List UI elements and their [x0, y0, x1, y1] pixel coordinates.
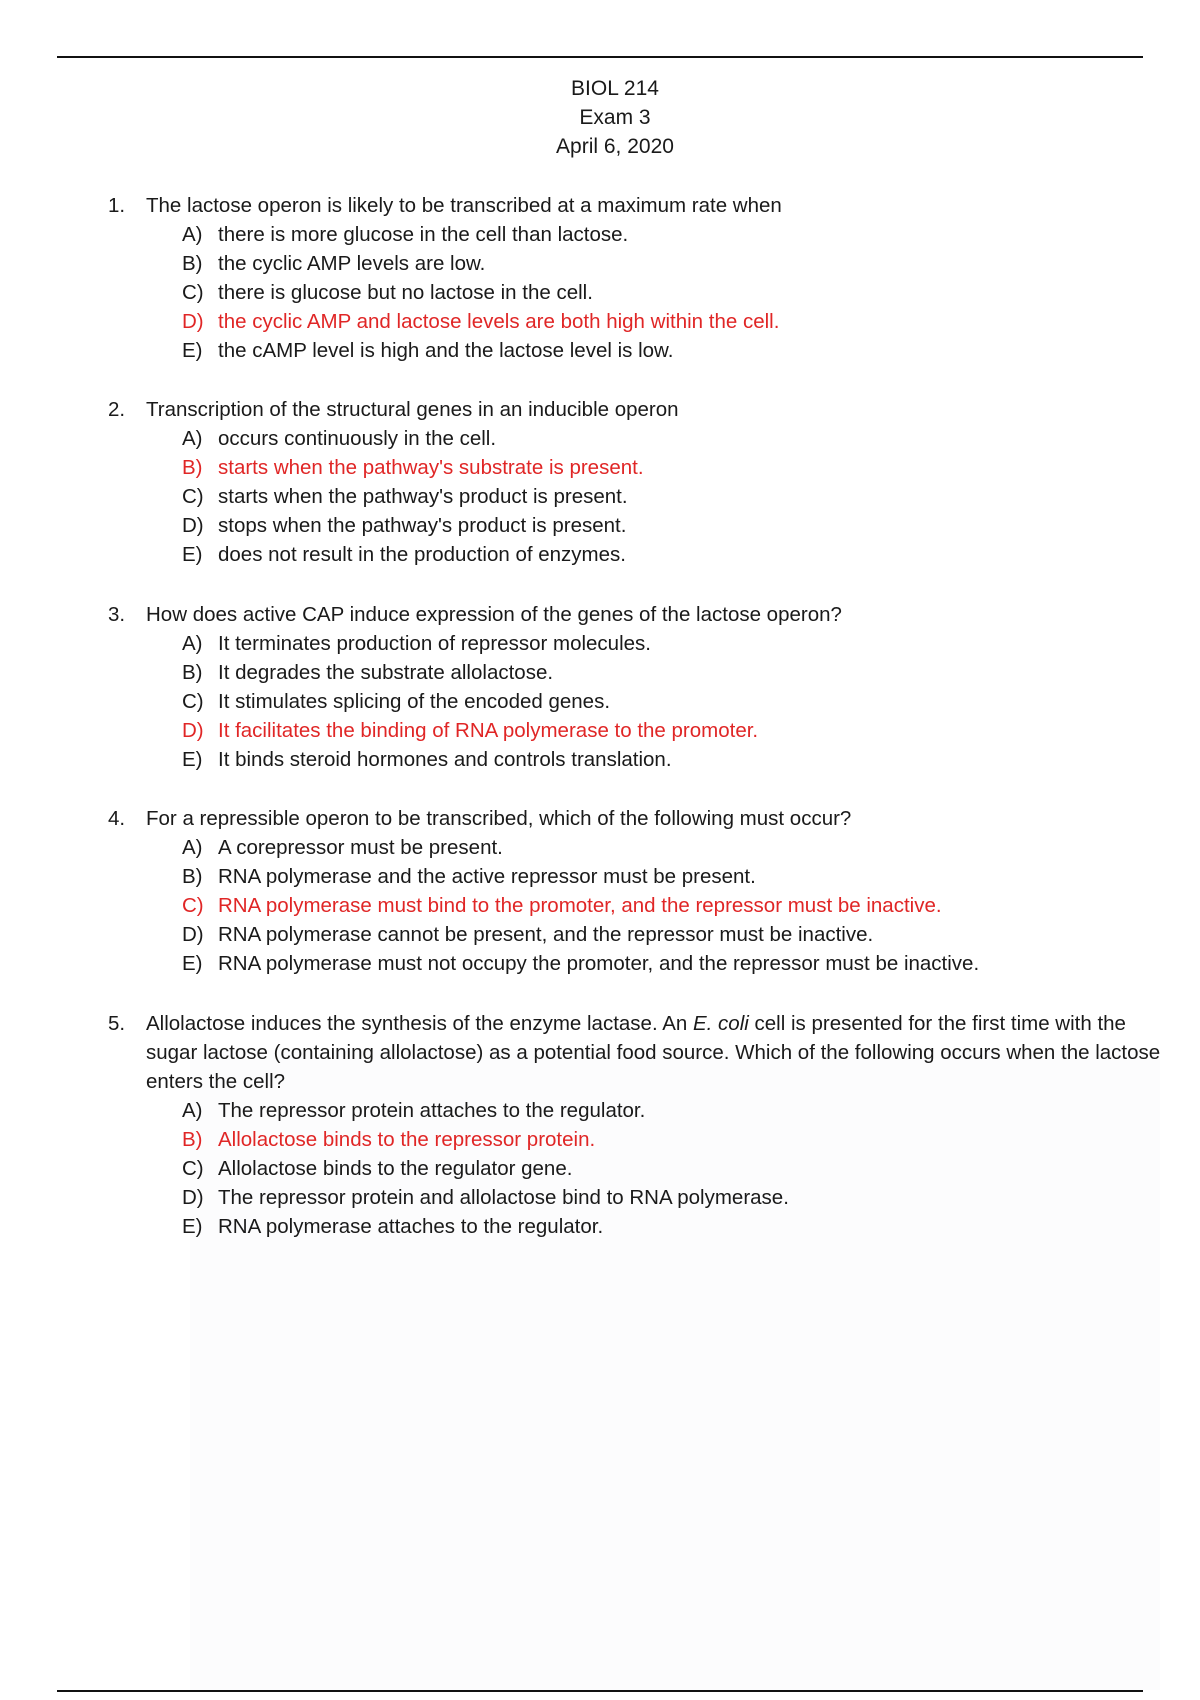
- option-letter: B): [182, 661, 203, 684]
- question-text: For a repressible operon to be transcribed, which of the following must occur?: [146, 807, 852, 830]
- option-e: [182, 745, 1170, 774]
- question-text: Transcription of the structural genes in an inducible operon: [146, 398, 679, 421]
- question-text-part: Allolactose induces the synthesis of the enzyme lactase. An: [146, 1012, 693, 1035]
- option-letter: C): [182, 485, 204, 508]
- option-letter: D): [182, 514, 204, 537]
- option-e: [182, 949, 1170, 978]
- question-4: [108, 804, 1170, 978]
- option-text: The repressor protein and allolactose bind to RNA polymerase.: [218, 1186, 789, 1209]
- option-letter: A): [182, 632, 203, 655]
- option-text: occurs continuously in the cell.: [218, 427, 497, 450]
- exam-header: [0, 74, 1200, 161]
- answer-options: [182, 1096, 1170, 1241]
- option-e: [182, 540, 1170, 569]
- exam-date: April 6, 2020: [556, 135, 674, 158]
- option-text: RNA polymerase must not occupy the promoter, and the repressor must be inactive.: [218, 952, 980, 975]
- option-letter: A): [182, 1099, 203, 1122]
- option-text: starts when the pathway's product is present.: [218, 485, 628, 508]
- option-text: Allolactose binds to the regulator gene.: [218, 1157, 573, 1180]
- option-letter: B): [182, 1128, 203, 1151]
- question-number: 2.: [108, 398, 126, 421]
- option-letter: E): [182, 748, 203, 771]
- course-title: BIOL 214: [571, 77, 659, 100]
- option-b-correct-answer: [182, 453, 1170, 482]
- option-text: RNA polymerase and the active repressor must be present.: [218, 865, 756, 888]
- option-e: [182, 1212, 1170, 1241]
- question-5: [108, 1009, 1170, 1241]
- question-number: 4.: [108, 807, 126, 830]
- option-e: [182, 336, 1170, 365]
- option-text: It binds steroid hormones and controls translation.: [218, 748, 672, 771]
- answer-options: [182, 629, 1170, 774]
- question-3: [108, 600, 1170, 774]
- answer-options: [182, 424, 1170, 569]
- option-letter: D): [182, 923, 204, 946]
- option-c: [182, 482, 1170, 511]
- question-text: [146, 1009, 1170, 1096]
- answer-options: [182, 220, 1170, 365]
- option-a: [182, 220, 1170, 249]
- option-c: [182, 687, 1170, 716]
- question-1: [108, 191, 1170, 365]
- question-text: How does active CAP induce expression of the genes of the lactose operon?: [146, 603, 842, 626]
- option-letter: E): [182, 339, 203, 362]
- option-d-correct-answer: [182, 307, 1170, 336]
- option-letter: B): [182, 865, 203, 888]
- question-2: [108, 395, 1170, 569]
- option-text: The repressor protein attaches to the regulator.: [218, 1099, 646, 1122]
- option-letter: D): [182, 719, 204, 742]
- option-letter: B): [182, 456, 203, 479]
- option-text: the cAMP level is high and the lactose level is low.: [218, 339, 674, 362]
- option-d-correct-answer: [182, 716, 1170, 745]
- option-letter: C): [182, 1157, 204, 1180]
- option-a: [182, 629, 1170, 658]
- option-letter: A): [182, 223, 203, 246]
- question-number: 1.: [108, 194, 126, 217]
- option-letter: C): [182, 894, 204, 917]
- option-text: Allolactose binds to the repressor protein.: [218, 1128, 596, 1151]
- option-a: [182, 424, 1170, 453]
- option-d: [182, 1183, 1170, 1212]
- bottom-rule: [57, 1690, 1143, 1692]
- option-b: [182, 862, 1170, 891]
- option-letter: E): [182, 952, 203, 975]
- question-number: 3.: [108, 603, 126, 626]
- option-text: RNA polymerase cannot be present, and the repressor must be inactive.: [218, 923, 874, 946]
- question-text-part: cell is presented for the first time with the sugar lactose (containing allolactose) as a potential food source. Which of the following occurs when the lactose enters the cell?: [146, 1012, 1161, 1093]
- option-text: It stimulates splicing of the encoded genes.: [218, 690, 611, 713]
- option-letter: C): [182, 281, 204, 304]
- option-a: [182, 833, 1170, 862]
- exam-title: Exam 3: [579, 106, 651, 129]
- option-text: the cyclic AMP and lactose levels are both high within the cell.: [218, 310, 780, 333]
- option-text: there is glucose but no lactose in the cell.: [218, 281, 593, 304]
- option-text: RNA polymerase attaches to the regulator.: [218, 1215, 604, 1238]
- option-letter: A): [182, 836, 203, 859]
- option-letter: D): [182, 1186, 204, 1209]
- option-letter: B): [182, 252, 203, 275]
- option-b: [182, 658, 1170, 687]
- option-letter: E): [182, 543, 203, 566]
- option-b: [182, 249, 1170, 278]
- option-text: A corepressor must be present.: [218, 836, 503, 859]
- option-d: [182, 920, 1170, 949]
- option-text: the cyclic AMP levels are low.: [218, 252, 486, 275]
- question-number: 5.: [108, 1012, 126, 1035]
- option-a: [182, 1096, 1170, 1125]
- option-text: It terminates production of repressor molecules.: [218, 632, 651, 655]
- option-letter: E): [182, 1215, 203, 1238]
- option-letter: A): [182, 427, 203, 450]
- option-text: stops when the pathway's product is present.: [218, 514, 627, 537]
- option-text: It facilitates the binding of RNA polymerase to the promoter.: [218, 719, 759, 742]
- option-text: does not result in the production of enzymes.: [218, 543, 626, 566]
- option-b-correct-answer: [182, 1125, 1170, 1154]
- option-text: RNA polymerase must bind to the promoter, and the repressor must be inactive.: [218, 894, 942, 917]
- option-c: [182, 278, 1170, 307]
- option-text: It degrades the substrate allolactose.: [218, 661, 554, 684]
- option-letter: C): [182, 690, 204, 713]
- option-letter: D): [182, 310, 204, 333]
- species-name-italic: E. coli: [692, 1012, 749, 1035]
- question-list: [108, 191, 1170, 1241]
- option-text: starts when the pathway's substrate is present.: [218, 456, 644, 479]
- question-text: The lactose operon is likely to be transcribed at a maximum rate when: [146, 194, 782, 217]
- option-c: [182, 1154, 1170, 1183]
- option-text: there is more glucose in the cell than lactose.: [218, 223, 629, 246]
- answer-options: [182, 833, 1170, 978]
- option-c-correct-answer: [182, 891, 1170, 920]
- option-d: [182, 511, 1170, 540]
- top-rule: [57, 56, 1143, 58]
